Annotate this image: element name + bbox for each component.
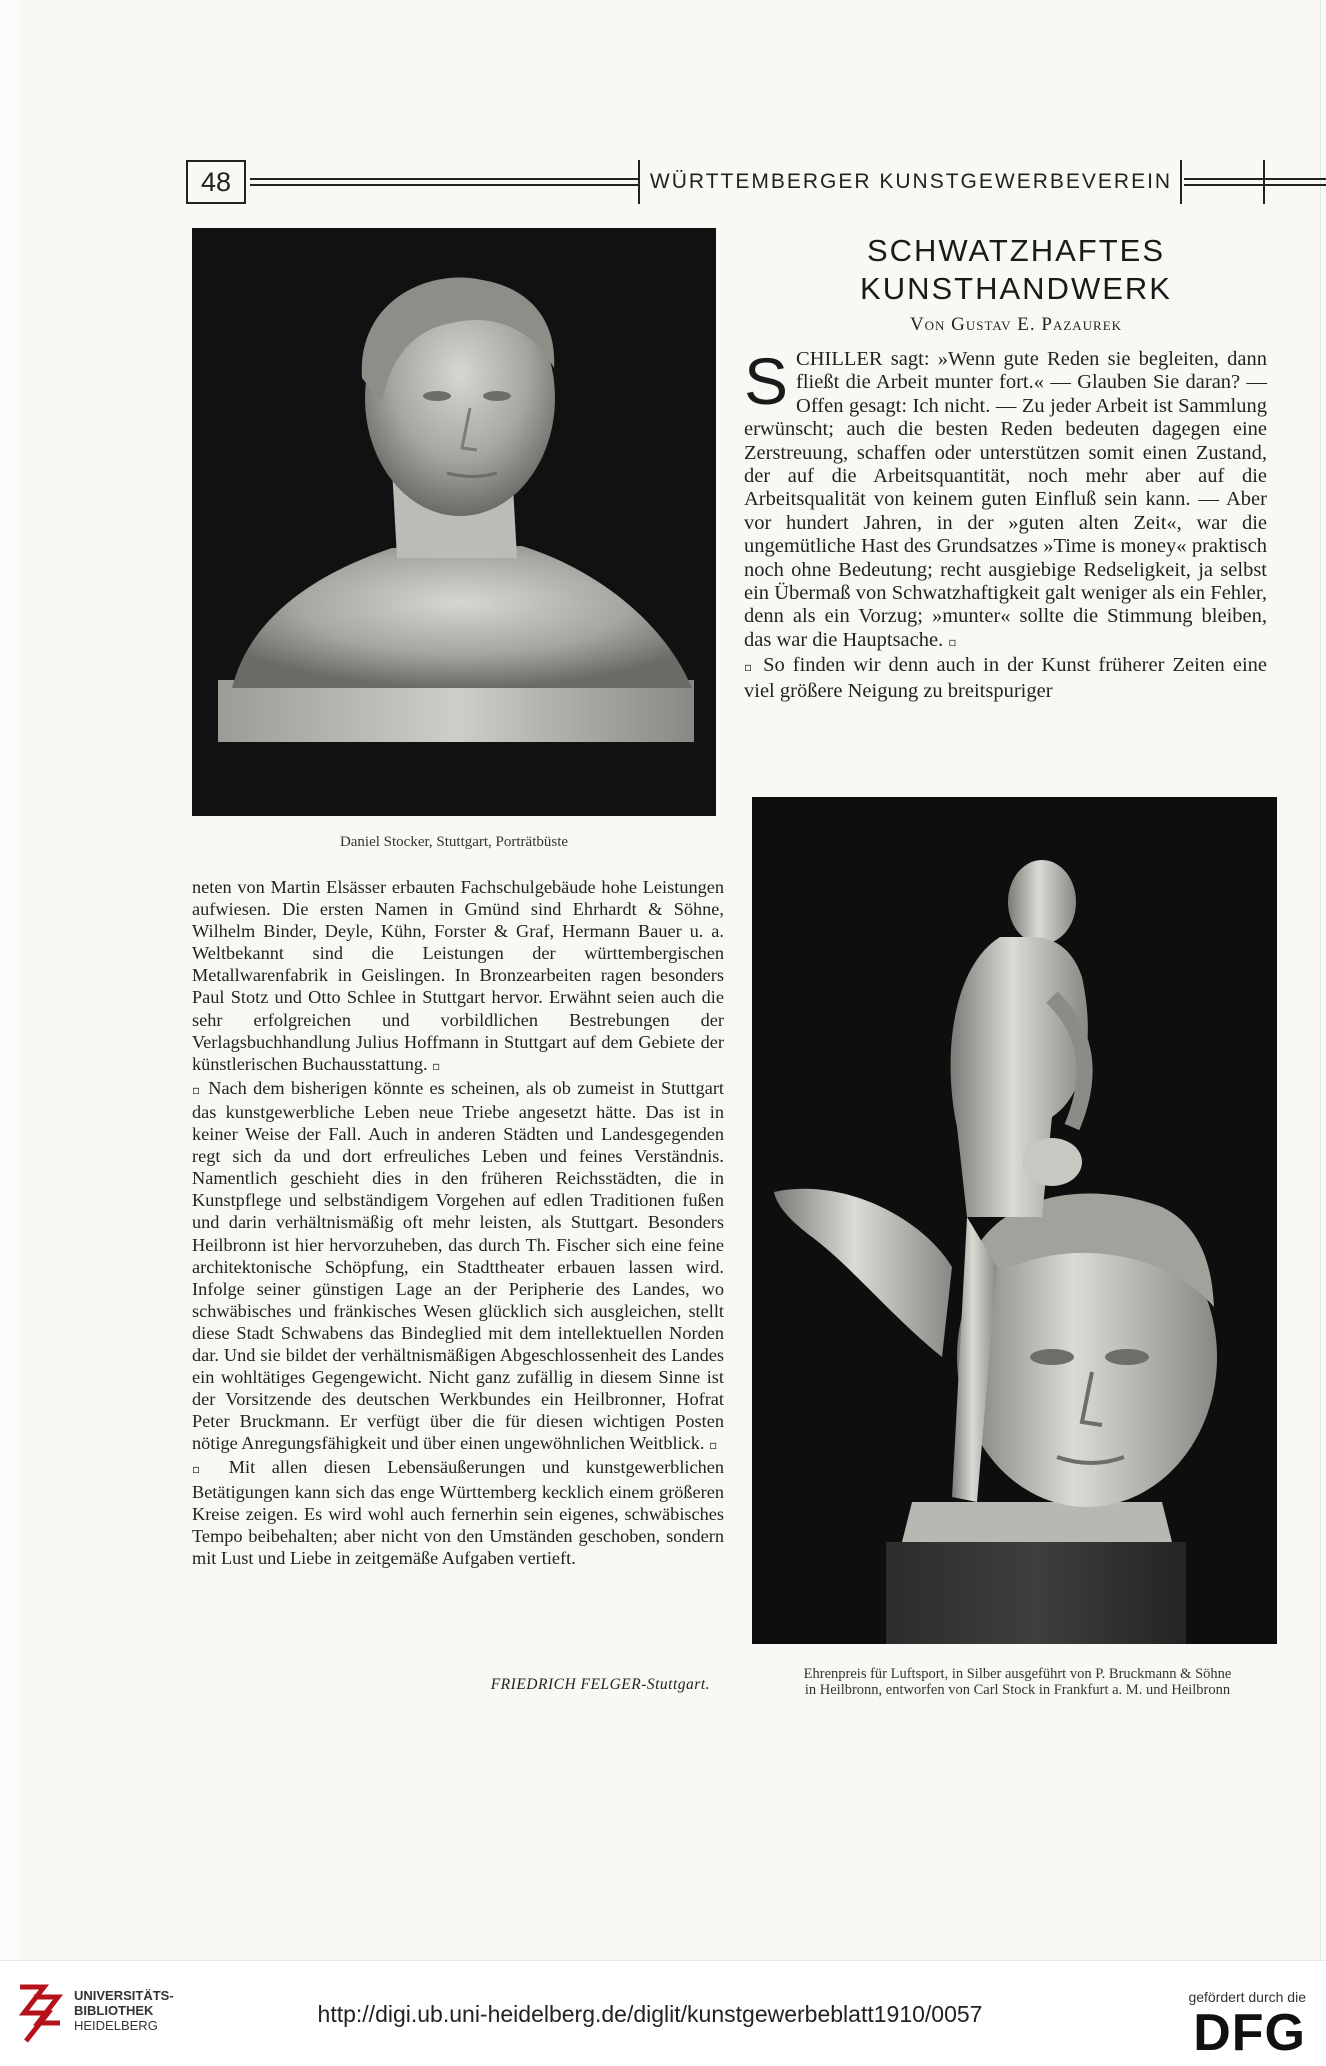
header-rule-right [1184,178,1326,186]
header-divider [1180,160,1182,204]
article-title-line: KUNSTHANDWERK [860,271,1172,306]
ub-heidelberg-logo-icon [14,1983,64,2045]
small-square-icon: ▫ [744,660,756,675]
paragraph-text: So finden wir denn auch in der Kunst früherer Zeiten eine viel größere Neigung zu breitspuriger [744,654,1267,702]
small-square-icon: ▫ [432,1058,441,1073]
permalink-url[interactable]: http://digi.ub.uni-heidelberg.de/diglit/kunstgewerbeblatt1910/0057 [317,2001,983,2027]
small-square-icon: ▫ [948,634,957,649]
page-number: 48 [186,160,246,204]
article-paragraph [192,1456,724,1568]
library-name-line: BIBLIOTHEK [74,2003,154,2018]
small-square-icon: ▫ [192,1082,202,1097]
caption-line: Ehrenpreis für Luftsport, in Silber ausgeführt von P. Bruckmann & Söhne [803,1666,1232,1682]
previous-article-body [192,876,724,1569]
library-name-line: HEIDELBERG [74,2018,158,2033]
viewer-footer [0,1960,1326,2066]
portrait-bust-photo [192,228,716,816]
paragraph-text: neten von Martin Elsässer erbauten Fachschulgebäude hohe Leistungen aufwiesen. Die ersten Namen in Gmünd sind Ehrhardt & Söhne, Wilhelm Binder, Deyle, Kühn, Forster & Graf, Hermann Bauer u. a. Weltbekannt sind die Leistungen der württembergischen Metallwarenfabrik in Geislingen. In Bronzearbeiten ragen besonders Paul Stotz und Otto Schlee in Stuttgart hervor. Erwähnt seien auch die sehr erfolgreichen und vorbildlichen Bestrebungen der Verlagsbuchhandlung Julius Hoffmann in Stuttgart auf dem Gebiete der künstlerischen Buchausstattung. [192,877,724,1074]
small-square-icon: ▫ [709,1438,718,1453]
trophy-caption [745,1666,1290,1698]
caption-line: in Heilbronn, entworfen von Carl Stock in Frankfurt a. M. und Heilbronn [804,1682,1231,1698]
previous-article-author: FRIEDRICH FELGER-Stuttgart. [490,1676,710,1693]
drop-cap: S [744,344,789,418]
paragraph-text: CHILLER sagt: »Wenn gute Reden sie begleiten, dann fließt die Arbeit munter fort.« — Glauben Sie daran? — Offen gesagt: Ich nicht. — Zu jeder Arbeit ist Sammlung erwünscht; auch die besten Reden bedeuten dagegen eine Zerstreuung, schaffen oder unterstützen somit einen Zustand, der auf die Arbeitsquantität, noch mehr aber auf die Arbeitsqualität von keinem guten Einfluß sein kann. — Aber vor hundert Jahren, in der »guten alten Zeit«, war die ungemütliche Hast des Grundsatzes »Time is money« praktisch noch ohne Bedeutung; recht ausgiebige Redseligkeit, ja selbst ein Übermaß von Schwatzhaftigkeit galt weniger als ein Fehler, denn als ein Vorzug; »munter« sollte die Stimmung bleiben, das war die Hauptsache. [744,348,1267,651]
header-divider [638,160,640,204]
trophy-sculpture-photo [752,797,1277,1644]
header-divider [1263,160,1265,204]
paragraph-text: Nach dem bisherigen könnte es scheinen, als ob zumeist in Stuttgart das kunstgewerbliche Leben neue Triebe angesetzt hätte. Das ist in keiner Weise der Fall. Auch in anderen Städten und Landesgegenden regt sich da und dort erfreuliches Leben und feines Verständnis. Namentlich geschieht dies in den früheren Reichsstädten, die in Kunstpflege und selbständigem Vorgehen auf edlen Traditionen fußen und darin verhältnismäßig oft mehr leisten, als Stuttgart. Besonders Heilbronn ist hier hervorzuheben, das durch Th. Fischer sich eine feine architektonische Schöpfung, ein Stadttheater erbauen lassen wird. Infolge seiner günstigen Lage an der Peripherie des Landes, wo schwäbisches und fränkisches Wesen glücklich sich ausgleichen, stellt diese Stadt Schwabens das Bindeglied mit dem intellektuellen Norden dar. Und sie bildet der verhältnismäßigen Abgeschlossenheit des Landes ein wohltätiges Gegengewicht. Nicht ganz zufällig in diesem Sinne ist der Vorsitzende des deutschen Werkbundes ein Heilbronner, Hofrat Peter Bruckmann. Er verfügt über die für diesen wichtigen Posten nötige Anregungsfähigkeit und über einen ungewöhnlichen Weitblick. [192,1077,724,1454]
paragraph-text: Mit allen diesen Lebensäußerungen und kunstgewerblichen Betätigungen kann sich das enge Württemberg kecklich einem größeren Kreise zeigen. Es wird wohl auch fernerhin sein eigenes, schwäbisches Tempo beibehalten; aber nicht von den Umständen geschoben, sondern mit Lust und Liebe in zeitgemäße Aufgaben vertieft. [192,1457,724,1568]
article-paragraph [192,1077,724,1457]
article-paragraph [744,654,1267,703]
article-byline: Von Gustav E. Pazaurek [909,314,1123,335]
article-title-line: SCHWATZHAFTES [866,233,1166,268]
funding-note: gefördert durch die [1188,1989,1306,2005]
article-paragraph [192,876,724,1077]
library-name [74,1988,174,2033]
small-square-icon: ▫ [192,1462,213,1477]
article-body [744,344,1267,703]
library-name-line: UNIVERSITÄTS- [74,1988,174,2003]
running-header [186,160,1265,204]
running-title: WÜRTTEMBERGER KUNSTGEWERBEVEREIN [649,170,1173,193]
article-paragraph [744,344,1267,654]
article-title [746,232,1286,308]
dfg-logo: DFG [1193,2004,1306,2062]
header-rule-left [250,178,638,186]
bust-caption: Daniel Stocker, Stuttgart, Porträtbüste [339,834,569,850]
